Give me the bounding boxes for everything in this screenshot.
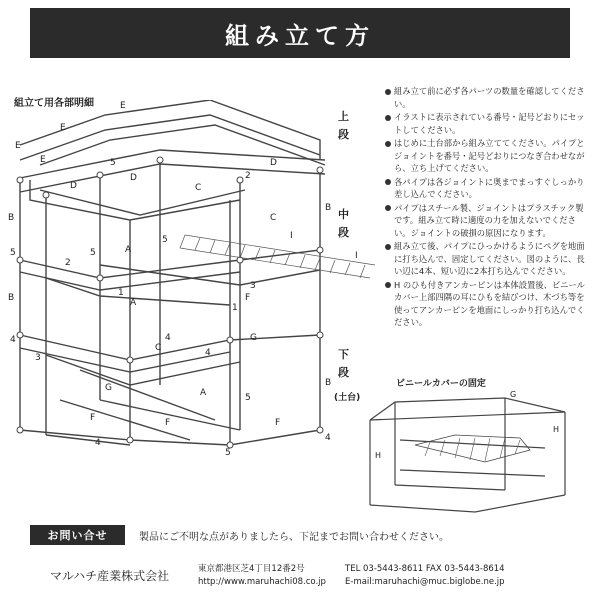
part-label: D	[70, 181, 77, 191]
part-label: I	[290, 231, 293, 241]
part-label: E	[15, 141, 21, 151]
part-label: 2	[65, 258, 71, 268]
instructions-list	[385, 85, 590, 330]
email-link[interactable]: E-mail:maruhachi@muc.biglobe.ne.jp	[345, 577, 505, 587]
company-phone	[345, 563, 505, 589]
instruction-item: H のひも付きアンカーピンは本体設置後、ビニールカバー上部四隅の耳にひもを結びつけ、木づち等を使ってアンカーピンを地面にしっかり打ち込んでください。	[385, 279, 590, 329]
part-label: 3	[250, 281, 256, 291]
instruction-item: 組み立て前に必ず各パーツの数量を確認してください。	[385, 85, 590, 110]
page-header	[30, 8, 570, 58]
part-label: 5	[90, 248, 96, 258]
part-label: 4	[165, 333, 171, 343]
tier-label-upper-2: 段	[338, 128, 349, 141]
tier-label-base: (土台)	[334, 393, 361, 403]
cover-frame-lines	[370, 398, 565, 512]
cover-label: H	[375, 451, 382, 460]
instruction-item: パイプはスチール製、ジョイントはプラスチック製です。組み立て時に適度の力を加えないでください。ジョイントの破損の原因になります。	[385, 202, 590, 240]
instruction-item: 組み立て後、パイプにひっかけるようにペグを地面に打ち込んで、固定してください。図のように、長い辺に4本、短い辺に2本打ち込んでください。	[385, 240, 590, 278]
part-label: B	[325, 378, 332, 388]
part-label: E	[60, 123, 66, 133]
part-label: 4	[205, 348, 211, 358]
part-label: 1	[118, 288, 124, 298]
tier-label-upper-1: 上	[338, 110, 349, 123]
part-label: 5	[10, 248, 16, 258]
part-label: B	[8, 293, 15, 303]
part-label: D	[270, 158, 277, 168]
part-label: 5	[225, 448, 231, 458]
part-label: C	[270, 213, 277, 223]
part-label: 3	[35, 353, 41, 363]
part-label: 5	[110, 158, 116, 168]
joints	[17, 157, 323, 448]
contact-label: お問い合せ	[30, 525, 125, 545]
diagram-subtitle: 組立て用各部明細	[14, 98, 94, 109]
instruction-item: 各パイプは各ジョイントに奥までまっすぐしっかり差し込んでください。	[385, 176, 590, 201]
part-label: F	[165, 418, 171, 428]
part-label: E	[40, 155, 46, 165]
part-label: C	[155, 343, 162, 353]
instruction-item: イラストに表示されている番号・記号どおりにセットしてください。	[385, 111, 590, 136]
part-label: I	[355, 251, 358, 261]
part-label: F	[275, 418, 281, 428]
part-label: 5	[162, 235, 168, 245]
part-label: A	[130, 298, 137, 308]
cover-label: G	[510, 390, 517, 399]
address-line: 東京都港区芝4丁目12番2号	[198, 564, 305, 574]
tier-label-middle-1: 中	[338, 208, 349, 221]
part-label: 2	[245, 171, 251, 181]
tier-label-middle-2: 段	[338, 226, 349, 239]
part-label: 1	[232, 303, 238, 313]
shelf-mesh	[180, 235, 375, 278]
part-label: F	[90, 413, 96, 423]
phone-line: TEL 03-5443-8611 FAX 03-5443-8614	[345, 564, 505, 574]
part-label: A	[200, 388, 207, 398]
website-link[interactable]: http://www.maruhachi08.co.jp	[198, 577, 326, 587]
part-label: G	[250, 333, 257, 343]
contact-text: 製品にご不明な点がありましたら、下記までお問い合わせください。	[139, 531, 449, 543]
instruction-item: はじめに土台部から組み立ててください。パイプとジョイントを番号・記号どおりにつなぎ合わせながら、立ち上げてください。	[385, 137, 590, 175]
part-label: B	[8, 213, 15, 223]
part-label: 4	[325, 433, 331, 443]
tier-label-lower-2: 段	[338, 366, 349, 379]
part-label: G	[105, 383, 112, 393]
part-label: B	[325, 203, 332, 213]
page-title: 組み立て方	[225, 21, 375, 50]
part-label: C	[195, 183, 202, 193]
cover-label: H	[553, 425, 560, 434]
cover-labels	[375, 390, 559, 460]
part-label: A	[125, 245, 132, 255]
assembly-diagram	[0, 100, 400, 460]
part-label: 4	[95, 438, 101, 448]
cover-figure-caption: ビニールカバーの固定	[396, 379, 486, 389]
part-label: 5	[245, 393, 251, 403]
cover-shelf-mesh	[425, 438, 520, 461]
contact-bar	[30, 525, 570, 545]
cover-figure	[355, 390, 580, 515]
company-address	[198, 563, 326, 589]
frame-lines	[20, 100, 325, 445]
part-label: D	[130, 173, 137, 183]
part-label: E	[120, 101, 126, 111]
tier-label-lower-1: 下	[338, 348, 349, 361]
part-label: F	[245, 293, 251, 303]
part-label: 4	[10, 335, 16, 345]
company-name: マルハチ産業株式会社	[50, 569, 170, 583]
